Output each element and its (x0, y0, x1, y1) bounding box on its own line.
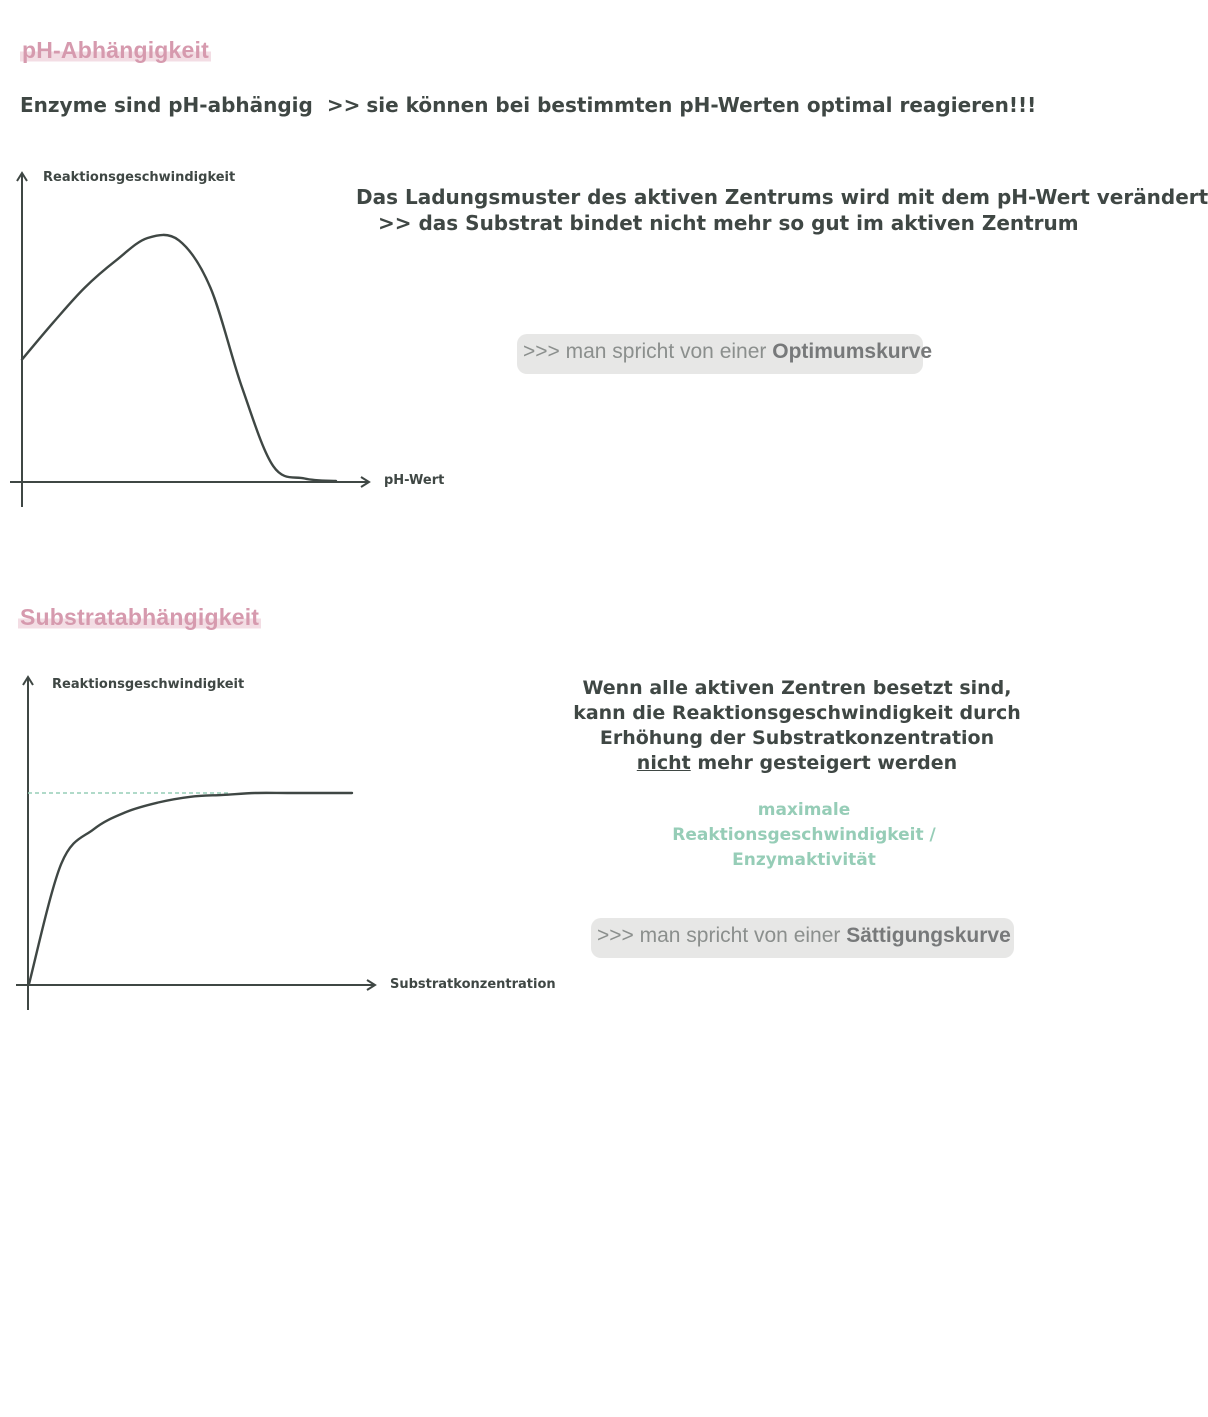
substrate-chart-curve (29, 793, 352, 984)
vmax-line2: Reaktionsgeschwindigkeit / (672, 825, 936, 845)
ph-chart-ylabel: Reaktionsgeschwindigkeit (43, 170, 236, 185)
substrate-heading-text: Substratabhängigkeit (20, 604, 260, 630)
ph-note-line1: Das Ladungsmuster des aktiven Zentrums wird mit dem pH-Wert verändert (356, 185, 1208, 209)
substrate-note-part2: mehr gesteigert werden (697, 752, 958, 774)
ph-intro-rest: sie können bei bestimmten pH-Werten optimal reagieren!!! (366, 93, 1037, 117)
substrate-pill-term: Sättigungskurve (846, 924, 1011, 947)
ph-intro-arrow: >> (326, 93, 361, 117)
substrate-chart-ylabel: Reaktionsgeschwindigkeit (52, 677, 245, 692)
ph-pill-term: Optimumskurve (772, 340, 933, 363)
ph-intro-start: Enzyme sind pH-abhängig (20, 93, 313, 117)
substrate-pill-prefix: >>> man spricht von einer (597, 924, 841, 947)
ph-heading-text: pH-Abhängigkeit (22, 37, 209, 63)
ph-chart-xlabel: pH-Wert (384, 473, 445, 488)
ph-note-line2: >> das Substrat bindet nicht mehr so gut im aktiven Zentrum (378, 211, 1079, 235)
vmax-line3: Enzymaktivität (732, 850, 876, 870)
substrate-note-underlined: nicht (636, 752, 691, 774)
ph-pill-prefix: >>> man spricht von einer (523, 340, 767, 363)
substrate-note-part1: Wenn alle aktiven Zentren besetzt sind, kann die Reaktionsgeschwindigkeit durch Erhöhung der Substratkonzentration (573, 677, 1021, 749)
substrate-chart-xlabel: Substratkonzentration (390, 977, 556, 992)
vmax-line1: maximale (757, 800, 851, 820)
